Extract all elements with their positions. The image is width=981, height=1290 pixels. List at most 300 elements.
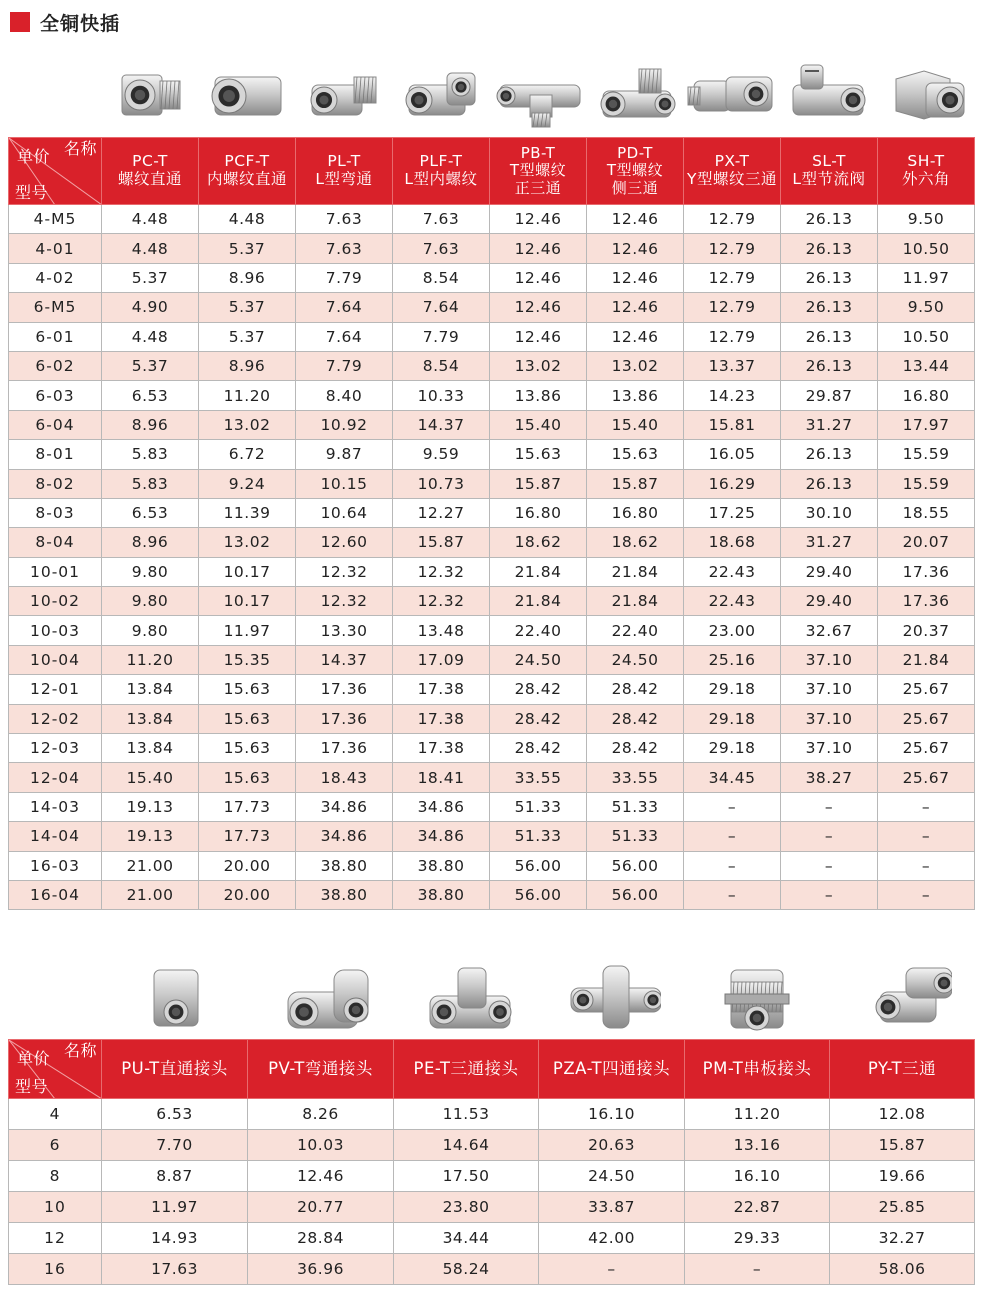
- price-cell: 29.18: [684, 675, 781, 704]
- price-cell: 12.27: [393, 498, 490, 527]
- price-cell: 8.54: [393, 351, 490, 380]
- model-cell: 16: [9, 1254, 102, 1285]
- table-row: [9, 351, 975, 380]
- table-row: [9, 1192, 975, 1223]
- price-cell: 6.72: [199, 440, 296, 469]
- price-cell: 13.86: [490, 381, 587, 410]
- price-cell: 12.46: [587, 263, 684, 292]
- fitting-illustration: [856, 956, 952, 1036]
- price-cell: 9.80: [102, 616, 199, 645]
- model-cell: 10-04: [9, 645, 102, 674]
- price-cell: 26.13: [781, 205, 878, 234]
- fitting-photo: [782, 55, 879, 135]
- price-cell: 7.64: [393, 293, 490, 322]
- price-cell: 16.80: [587, 498, 684, 527]
- price-cell: 26.13: [781, 469, 878, 498]
- fitting-photo: [297, 55, 394, 135]
- column-header-code: PC-T: [132, 152, 168, 171]
- column-header: [199, 138, 296, 205]
- table-row: [9, 1223, 975, 1254]
- table-row: [9, 1254, 975, 1285]
- model-cell: 8-02: [9, 469, 102, 498]
- fitting-photo: [491, 55, 588, 135]
- price-cell: 12.79: [684, 293, 781, 322]
- price-cell: 11.97: [102, 1192, 248, 1223]
- price-cell: 34.86: [393, 822, 490, 851]
- price-cell: 31.27: [781, 410, 878, 439]
- fitting-photo: [540, 955, 686, 1037]
- column-header-code: SL-T: [812, 152, 846, 171]
- price-cell: 16.29: [684, 469, 781, 498]
- column-header-code: PL-T: [327, 152, 361, 171]
- price-cell: 34.45: [684, 763, 781, 792]
- price-cell: –: [878, 822, 975, 851]
- table-row: [9, 1130, 975, 1161]
- table-row: [9, 645, 975, 674]
- price-table-straight: [8, 1039, 975, 1285]
- price-cell: 17.36: [296, 675, 393, 704]
- price-cell: 8.96: [102, 528, 199, 557]
- price-cell: 5.83: [102, 440, 199, 469]
- model-cell: 12-03: [9, 734, 102, 763]
- model-cell: 12-04: [9, 763, 102, 792]
- price-cell: 4.90: [102, 293, 199, 322]
- price-cell: 16.80: [878, 381, 975, 410]
- model-cell: 6: [9, 1130, 102, 1161]
- price-cell: 13.48: [393, 616, 490, 645]
- model-cell: 16-04: [9, 880, 102, 909]
- model-cell: 12-01: [9, 675, 102, 704]
- model-cell: 14-03: [9, 792, 102, 821]
- price-cell: –: [684, 880, 781, 909]
- price-cell: 17.38: [393, 704, 490, 733]
- page-header: [10, 10, 120, 34]
- price-cell: 37.10: [781, 704, 878, 733]
- price-cell: 9.24: [199, 469, 296, 498]
- column-header-desc: L型内螺纹: [404, 170, 478, 188]
- column-header-code: PB-T: [520, 144, 556, 163]
- price-cell: 5.37: [102, 263, 199, 292]
- price-cell: 12.46: [587, 205, 684, 234]
- price-cell: –: [685, 1254, 830, 1285]
- price-cell: 17.36: [878, 557, 975, 586]
- price-cell: 15.87: [830, 1130, 975, 1161]
- price-cell: 8.96: [199, 263, 296, 292]
- price-cell: 22.87: [685, 1192, 830, 1223]
- price-cell: 23.00: [684, 616, 781, 645]
- column-header: [684, 138, 781, 205]
- price-cell: 13.84: [102, 704, 199, 733]
- price-cell: 18.62: [587, 528, 684, 557]
- price-cell: 8.54: [393, 263, 490, 292]
- corner-model-label: 型号: [15, 1076, 49, 1096]
- price-cell: –: [781, 880, 878, 909]
- corner-name-label: 名称: [63, 139, 97, 158]
- price-cell: 38.80: [393, 880, 490, 909]
- price-cell: 17.38: [393, 675, 490, 704]
- price-cell: 21.84: [878, 645, 975, 674]
- price-cell: –: [781, 851, 878, 880]
- price-cell: 11.53: [394, 1099, 539, 1130]
- header-corner-cell: [9, 138, 102, 205]
- price-cell: 13.44: [878, 351, 975, 380]
- price-cell: 15.87: [490, 469, 587, 498]
- column-header: [102, 138, 199, 205]
- price-cell: 17.97: [878, 410, 975, 439]
- price-cell: 34.86: [393, 792, 490, 821]
- price-cell: 15.40: [587, 410, 684, 439]
- price-cell: 36.96: [248, 1254, 394, 1285]
- price-cell: 31.27: [781, 528, 878, 557]
- price-cell: 12.46: [490, 293, 587, 322]
- fitting-illustration: [128, 956, 224, 1036]
- price-cell: 22.43: [684, 587, 781, 616]
- price-cell: 22.40: [490, 616, 587, 645]
- table-row: [9, 469, 975, 498]
- model-cell: 10-02: [9, 587, 102, 616]
- price-cell: 20.37: [878, 616, 975, 645]
- model-cell: 6-01: [9, 322, 102, 351]
- price-cell: 12.32: [296, 557, 393, 586]
- model-cell: 4-01: [9, 234, 102, 263]
- price-cell: 25.67: [878, 763, 975, 792]
- price-cell: 13.84: [102, 675, 199, 704]
- price-cell: 15.40: [102, 763, 199, 792]
- price-cell: 19.13: [102, 822, 199, 851]
- price-cell: 25.67: [878, 704, 975, 733]
- fitting-illustration: [298, 55, 394, 135]
- fitting-illustration: [565, 956, 661, 1036]
- model-cell: 8-04: [9, 528, 102, 557]
- table-row: [9, 616, 975, 645]
- price-cell: 16.10: [539, 1099, 685, 1130]
- price-cell: 18.68: [684, 528, 781, 557]
- price-cell: 51.33: [490, 822, 587, 851]
- column-header: [490, 138, 587, 205]
- price-cell: 10.92: [296, 410, 393, 439]
- price-cell: 17.38: [393, 734, 490, 763]
- fitting-photo: [879, 55, 976, 135]
- price-cell: 5.37: [102, 351, 199, 380]
- model-cell: 6-02: [9, 351, 102, 380]
- fitting-photo: [395, 955, 540, 1037]
- price-cell: 15.87: [587, 469, 684, 498]
- price-cell: 12.60: [296, 528, 393, 557]
- price-cell: 17.50: [394, 1161, 539, 1192]
- price-cell: 12.46: [490, 234, 587, 263]
- price-cell: –: [878, 792, 975, 821]
- price-cell: 7.64: [296, 322, 393, 351]
- price-cell: 29.18: [684, 704, 781, 733]
- price-cell: 7.64: [296, 293, 393, 322]
- table-row: [9, 557, 975, 586]
- column-header-desc: 正三通: [514, 178, 562, 197]
- price-cell: 34.86: [296, 792, 393, 821]
- price-cell: 28.42: [490, 704, 587, 733]
- price-cell: 9.80: [102, 587, 199, 616]
- price-cell: 12.46: [490, 322, 587, 351]
- price-cell: 14.93: [102, 1223, 248, 1254]
- price-cell: 16.05: [684, 440, 781, 469]
- price-cell: –: [684, 822, 781, 851]
- table-row: [9, 234, 975, 263]
- column-header: [878, 138, 975, 205]
- price-cell: 13.30: [296, 616, 393, 645]
- model-cell: 6-M5: [9, 293, 102, 322]
- price-cell: 24.50: [539, 1161, 685, 1192]
- price-cell: 51.33: [587, 822, 684, 851]
- column-header-desc: 螺纹直通: [117, 170, 182, 188]
- column-header: PE-T三通接头: [394, 1040, 539, 1099]
- price-cell: 11.39: [199, 498, 296, 527]
- price-cell: 26.13: [781, 293, 878, 322]
- table-row: [9, 822, 975, 851]
- price-cell: 10.33: [393, 381, 490, 410]
- price-cell: 11.20: [685, 1099, 830, 1130]
- price-cell: 5.37: [199, 322, 296, 351]
- price-cell: 13.84: [102, 734, 199, 763]
- fitting-photo: [249, 955, 395, 1037]
- price-cell: 28.42: [490, 675, 587, 704]
- price-cell: 16.10: [685, 1161, 830, 1192]
- column-header-code: SH-T: [907, 152, 945, 171]
- fitting-photo: [588, 55, 685, 135]
- price-cell: 10.64: [296, 498, 393, 527]
- price-cell: 6.53: [102, 1099, 248, 1130]
- model-cell: 4-02: [9, 263, 102, 292]
- price-cell: 15.81: [684, 410, 781, 439]
- price-cell: –: [781, 792, 878, 821]
- column-header-code: PX-T: [714, 152, 750, 171]
- table-row: [9, 293, 975, 322]
- column-header: PM-T串板接头: [685, 1040, 830, 1099]
- price-cell: 18.43: [296, 763, 393, 792]
- fitting-illustration: [492, 55, 588, 135]
- price-cell: 32.27: [830, 1223, 975, 1254]
- price-cell: 12.79: [684, 205, 781, 234]
- price-cell: 17.36: [878, 587, 975, 616]
- price-cell: 37.10: [781, 734, 878, 763]
- table-row: [9, 587, 975, 616]
- column-header-desc: T型螺纹: [509, 161, 567, 180]
- price-cell: 7.63: [296, 205, 393, 234]
- price-cell: 26.13: [781, 322, 878, 351]
- price-cell: 37.10: [781, 645, 878, 674]
- price-cell: 51.33: [587, 792, 684, 821]
- price-cell: 23.80: [394, 1192, 539, 1223]
- table-row: [9, 880, 975, 909]
- price-cell: 12.46: [490, 263, 587, 292]
- column-header-code: PLF-T: [419, 152, 463, 171]
- price-cell: 8.87: [102, 1161, 248, 1192]
- fitting-illustration: [395, 55, 491, 135]
- price-cell: 20.00: [199, 851, 296, 880]
- model-cell: 4-M5: [9, 205, 102, 234]
- price-cell: 29.40: [781, 587, 878, 616]
- price-cell: 8.40: [296, 381, 393, 410]
- model-cell: 10-03: [9, 616, 102, 645]
- price-cell: 33.55: [490, 763, 587, 792]
- price-cell: 21.00: [102, 851, 199, 880]
- fitting-illustration: [274, 956, 370, 1036]
- price-cell: 20.00: [199, 880, 296, 909]
- model-cell: 6-04: [9, 410, 102, 439]
- price-cell: 28.42: [587, 675, 684, 704]
- price-cell: –: [684, 792, 781, 821]
- column-header: [393, 138, 490, 205]
- price-cell: 25.16: [684, 645, 781, 674]
- column-header: PU-T直通接头: [102, 1040, 248, 1099]
- model-cell: 4: [9, 1099, 102, 1130]
- price-cell: 10.03: [248, 1130, 394, 1161]
- price-cell: 9.50: [878, 293, 975, 322]
- column-header: PZA-T四通接头: [539, 1040, 685, 1099]
- price-cell: 17.73: [199, 822, 296, 851]
- fitting-illustration: [711, 956, 807, 1036]
- price-cell: 5.37: [199, 234, 296, 263]
- price-cell: 6.53: [102, 498, 199, 527]
- price-cell: 34.44: [394, 1223, 539, 1254]
- fitting-illustration: [589, 55, 685, 135]
- price-cell: 17.73: [199, 792, 296, 821]
- price-cell: 28.42: [587, 704, 684, 733]
- corner-price-label: 单价: [17, 147, 51, 166]
- fitting-photo: [394, 55, 491, 135]
- price-cell: 16.80: [490, 498, 587, 527]
- price-cell: 7.63: [393, 234, 490, 263]
- price-cell: 25.67: [878, 675, 975, 704]
- model-cell: 14-04: [9, 822, 102, 851]
- price-cell: 7.63: [296, 234, 393, 263]
- price-cell: 10.50: [878, 322, 975, 351]
- price-cell: 15.87: [393, 528, 490, 557]
- price-cell: 10.73: [393, 469, 490, 498]
- price-cell: –: [781, 822, 878, 851]
- price-cell: 13.86: [587, 381, 684, 410]
- table-row: [9, 440, 975, 469]
- fitting-photo: [831, 955, 976, 1037]
- price-cell: 9.80: [102, 557, 199, 586]
- price-cell: 12.79: [684, 234, 781, 263]
- table-row: [9, 381, 975, 410]
- price-cell: 37.10: [781, 675, 878, 704]
- model-cell: 10-01: [9, 557, 102, 586]
- price-cell: 34.86: [296, 822, 393, 851]
- price-cell: 24.50: [490, 645, 587, 674]
- price-cell: 24.50: [587, 645, 684, 674]
- column-header-desc: 外六角: [901, 170, 950, 188]
- price-cell: 5.37: [199, 293, 296, 322]
- price-cell: 17.63: [102, 1254, 248, 1285]
- product-photos-row: [103, 955, 979, 1037]
- column-header: [587, 138, 684, 205]
- price-cell: 22.40: [587, 616, 684, 645]
- price-cell: 18.62: [490, 528, 587, 557]
- price-cell: 15.59: [878, 469, 975, 498]
- fitting-illustration: [880, 55, 976, 135]
- table-row: [9, 263, 975, 292]
- table-row: [9, 704, 975, 733]
- price-cell: 8.96: [102, 410, 199, 439]
- price-cell: 19.13: [102, 792, 199, 821]
- table-row: [9, 205, 975, 234]
- price-cell: 28.42: [490, 734, 587, 763]
- fitting-illustration: [420, 956, 516, 1036]
- fitting-illustration: [104, 55, 200, 135]
- price-cell: 9.59: [393, 440, 490, 469]
- price-cell: 15.63: [199, 675, 296, 704]
- price-cell: 15.63: [587, 440, 684, 469]
- price-cell: 17.36: [296, 734, 393, 763]
- fitting-illustration: [686, 55, 782, 135]
- price-cell: 30.10: [781, 498, 878, 527]
- price-cell: 18.55: [878, 498, 975, 527]
- price-cell: 12.46: [490, 205, 587, 234]
- price-cell: 13.02: [199, 528, 296, 557]
- column-header-desc: T型螺纹: [606, 161, 664, 180]
- product-photos-row: [103, 55, 979, 135]
- model-cell: 8-01: [9, 440, 102, 469]
- price-cell: 8.96: [199, 351, 296, 380]
- model-cell: 12: [9, 1223, 102, 1254]
- price-cell: 25.67: [878, 734, 975, 763]
- table-row: [9, 675, 975, 704]
- price-cell: 10.15: [296, 469, 393, 498]
- header-corner-cell: [9, 1040, 102, 1099]
- column-header-desc: L型节流阀: [792, 170, 866, 188]
- model-cell: 12-02: [9, 704, 102, 733]
- price-table-threaded: [8, 137, 975, 910]
- price-cell: –: [539, 1254, 685, 1285]
- column-header-desc: 侧三通: [611, 178, 659, 197]
- price-cell: 10.17: [199, 557, 296, 586]
- table-row: [9, 734, 975, 763]
- price-cell: 21.84: [490, 587, 587, 616]
- price-cell: 56.00: [490, 851, 587, 880]
- price-cell: 15.59: [878, 440, 975, 469]
- price-cell: 12.46: [587, 322, 684, 351]
- price-cell: 17.25: [684, 498, 781, 527]
- price-cell: –: [684, 851, 781, 880]
- table-row: [9, 528, 975, 557]
- price-cell: 12.46: [587, 234, 684, 263]
- price-cell: 11.97: [199, 616, 296, 645]
- price-cell: 20.77: [248, 1192, 394, 1223]
- price-cell: 12.32: [393, 557, 490, 586]
- price-cell: 21.84: [490, 557, 587, 586]
- price-cell: 4.48: [102, 322, 199, 351]
- corner-model-label: 型号: [15, 182, 49, 202]
- price-cell: 29.40: [781, 557, 878, 586]
- red-square-icon: [10, 12, 30, 32]
- price-cell: 13.02: [587, 351, 684, 380]
- price-cell: 20.07: [878, 528, 975, 557]
- price-cell: 8.26: [248, 1099, 394, 1130]
- price-cell: 26.13: [781, 440, 878, 469]
- price-cell: 38.80: [296, 851, 393, 880]
- price-cell: 17.09: [393, 645, 490, 674]
- column-header-desc: 内螺纹直通: [206, 170, 287, 188]
- column-header-desc: L型弯通: [315, 170, 373, 188]
- price-cell: 58.06: [830, 1254, 975, 1285]
- fitting-photo: [103, 955, 249, 1037]
- price-cell: 21.84: [587, 557, 684, 586]
- price-cell: 9.87: [296, 440, 393, 469]
- column-header: PY-T三通: [830, 1040, 975, 1099]
- price-cell: 25.85: [830, 1192, 975, 1223]
- price-cell: 15.63: [199, 704, 296, 733]
- column-header: [781, 138, 878, 205]
